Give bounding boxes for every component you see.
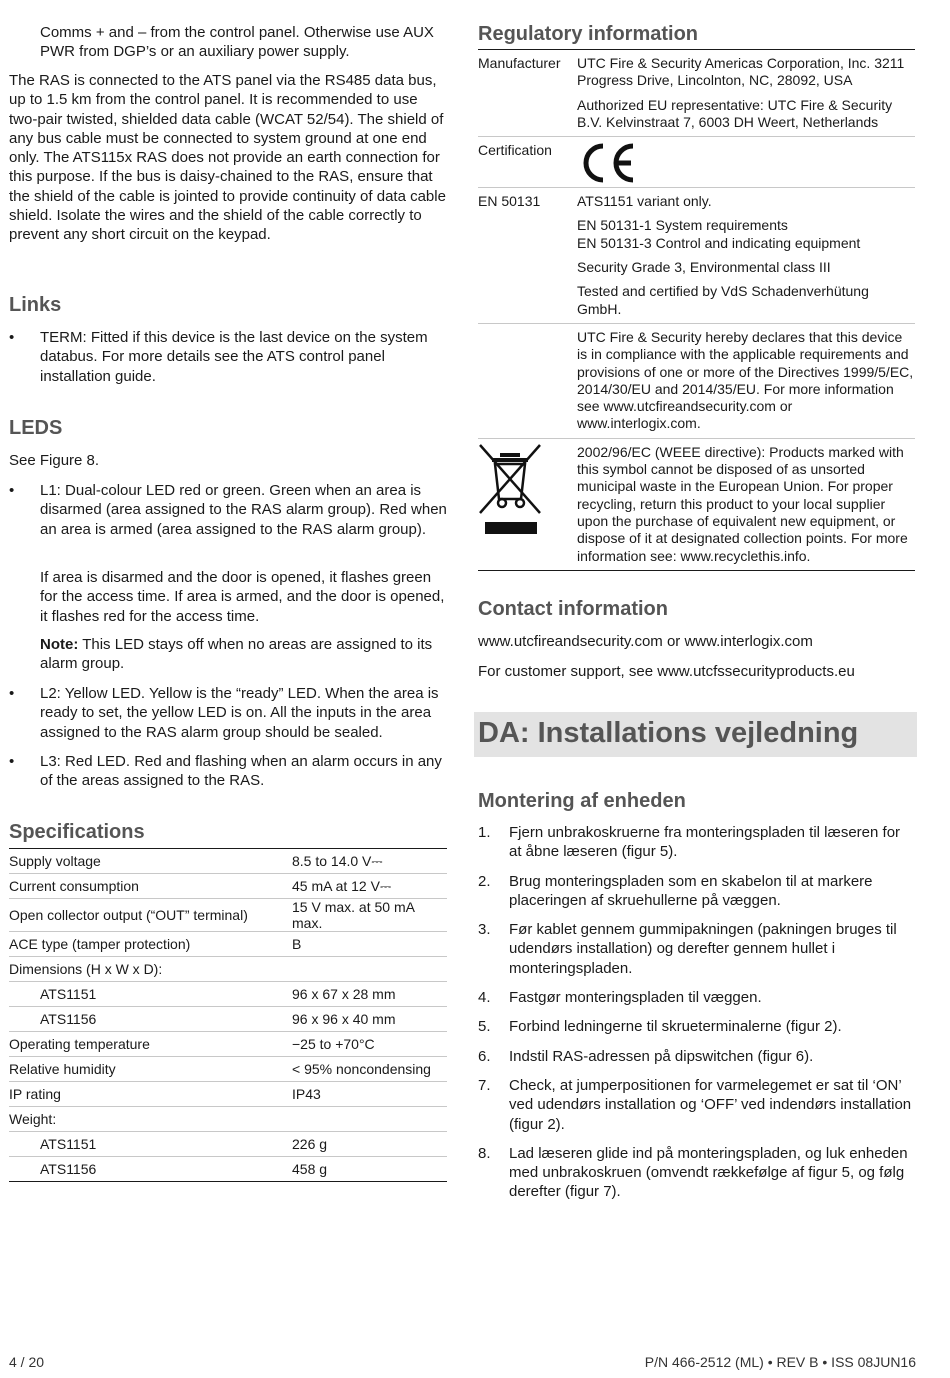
- declaration-text: UTC Fire & Security hereby declares that this device is in compliance with the applicable requirements and provisions of one or more of the Directives 1999/5/EC, 2014/30/EU and 2014/35/EU. For more information see www.utcfireandsecurity.com or www.interlogix.com.: [577, 328, 914, 432]
- certification-label: Certification: [478, 142, 552, 159]
- spec-value: 96 x 96 x 40 mm: [292, 1007, 447, 1032]
- danish-section-banner: [474, 712, 917, 757]
- spec-value: 96 x 67 x 28 mm: [292, 982, 447, 1007]
- specifications-heading: Specifications: [9, 821, 145, 843]
- table-row: [9, 899, 447, 932]
- en50131-grade: Security Grade 3, Environmental class III: [577, 259, 831, 276]
- contact-support: For customer support, see www.utcfssecurityproducts.eu: [478, 663, 855, 680]
- list-item: [478, 920, 915, 978]
- step-number: 2.: [478, 872, 491, 890]
- danish-section-title: DA: Installations vejledning: [478, 717, 859, 749]
- spec-key: Current consumption: [9, 874, 292, 899]
- list-item: [478, 1144, 915, 1202]
- ras-connection-paragraph: The RAS is connected to the ATS panel via the RS485 data bus, up to 1.5 km from the control panel. It is recommended to use two-pair twisted, shielded data cable (WCAT 52/54). The shield of any bus cable must be connected to system ground at one end only. The ATS115x RAS does not provide an earth connection for this purpose. If the bus is daisy-chained to the RAS, ensure that the shield of the cable is jointed to provide continuity of data cable shield. Isolate the wires and the shield of the cable correctly to prevent any short circuit on the keypad.: [9, 72, 446, 244]
- spec-key: Relative humidity: [9, 1057, 292, 1082]
- part-number: P/N 466-2512 (ML) • REV B • ISS 08JUN16: [644, 1354, 916, 1370]
- spec-key: Operating temperature: [9, 1032, 292, 1057]
- certification-value: [577, 142, 915, 188]
- mounting-heading: Montering af enheden: [478, 790, 686, 812]
- table-row: [9, 1032, 447, 1057]
- weee-text: 2002/96/EC (WEEE directive): Products marked with this symbol cannot be disposed of as unsorted municipal waste in the European Union. For proper recycling, return this product to your local supplier upon the purchase of equivalent new equipment, or dispose of it at designated collection points. For more information see: www.recyclethis.info.: [577, 443, 908, 564]
- list-item: [478, 1017, 915, 1036]
- spec-key: Weight:: [9, 1107, 292, 1132]
- spec-value: < 95% noncondensing: [292, 1057, 447, 1082]
- mounting-steps-list: [478, 823, 915, 1202]
- spec-key: ACE type (tamper protection): [9, 932, 292, 957]
- links-bullet: [9, 328, 447, 386]
- contact-websites: www.utcfireandsecurity.com or www.interlogix.com: [478, 633, 813, 650]
- led1-bullet: [9, 481, 447, 539]
- spec-key: ATS1151: [9, 1132, 292, 1157]
- step-text: Før kablet gennem gummipakningen (pakningen bruges til udendørs installation) og derefter gennem hullet i monteringspladen.: [509, 921, 897, 977]
- links-term-text: TERM: Fitted if this device is the last device on the system databus. For more details see the ATS control panel installation guide.: [40, 329, 428, 385]
- contact-heading: Contact information: [478, 598, 668, 620]
- note-text: This LED stays off when no areas are assigned to its alarm group.: [40, 636, 433, 673]
- spec-value: B: [292, 932, 447, 957]
- leds-heading: LEDS: [9, 417, 63, 439]
- table-row: [478, 439, 915, 571]
- spec-key: Open collector output (“OUT” terminal): [9, 899, 292, 932]
- led1-note: [9, 635, 447, 674]
- step-number: 8.: [478, 1144, 491, 1162]
- regulatory-heading: Regulatory information: [478, 23, 699, 45]
- en50131-label: EN 50131: [478, 193, 541, 210]
- table-row: [9, 932, 447, 957]
- table-row: [478, 188, 915, 324]
- spec-key: Dimensions (H x W x D):: [9, 957, 292, 982]
- table-row: [478, 324, 915, 439]
- links-heading: Links: [9, 294, 62, 316]
- step-number: 3.: [478, 921, 491, 939]
- eu-representative: Authorized EU representative: UTC Fire & Security B.V. Kelvinstraat 7, 6003 DH Weert, Netherlands: [577, 96, 893, 130]
- table-row: [9, 1132, 447, 1157]
- spec-value: IP43: [292, 1082, 447, 1107]
- spec-value: 15 V max. at 50 mA max.: [292, 899, 447, 932]
- step-number: 5.: [478, 1018, 491, 1036]
- step-text: Check, at jumperpositionen for varmelegemet er sat til ‘ON’ ved udendørs installation og ‘OFF’ ved indendørs installation (figur 2).: [509, 1076, 912, 1133]
- spec-key: ATS1156: [9, 1007, 292, 1032]
- list-item: [478, 823, 915, 862]
- spec-value: [292, 1107, 447, 1132]
- table-row: [9, 874, 447, 899]
- step-number: 1.: [478, 824, 491, 841]
- en50131-tested: Tested and certified by VdS Schadenverhütung GmbH.: [577, 283, 869, 317]
- crossed-bin-icon: [478, 443, 544, 535]
- spec-value: 45 mA at 12 V⎓: [292, 874, 447, 899]
- step-text: Fastgør monteringspladen til væggen.: [509, 989, 762, 1007]
- manufacturer-value: [577, 55, 915, 131]
- step-number: 7.: [478, 1076, 491, 1094]
- bullet-icon: •: [9, 685, 15, 702]
- en50131-value: [577, 193, 915, 318]
- table-row: [9, 1057, 447, 1082]
- page-number: 4 / 20: [9, 1354, 45, 1370]
- en50131-1: EN 50131-1 System requirements: [577, 217, 788, 234]
- bullet-icon: •: [9, 329, 15, 346]
- list-item: [478, 1047, 915, 1066]
- en50131-standards: [577, 217, 915, 252]
- spec-value: 8.5 to 14.0 V⎓: [292, 849, 447, 874]
- step-text: Forbind ledningerne til skrueterminalerne (figur 2).: [509, 1018, 842, 1036]
- specifications-table: [9, 848, 447, 1182]
- led2-bullet: [9, 684, 447, 742]
- spec-value: −25 to +70°C: [292, 1032, 447, 1057]
- manufacturer-label: Manufacturer: [478, 55, 561, 71]
- led3-text: L3: Red LED. Red and flashing when an alarm occurs in any of the areas assigned to the RAS.: [40, 753, 442, 790]
- step-number: 4.: [478, 989, 491, 1007]
- list-item: [478, 1076, 915, 1134]
- note-label: Note:: [40, 636, 79, 653]
- ce-mark-icon: [577, 142, 637, 184]
- list-item: [478, 988, 915, 1007]
- table-row: [9, 1107, 447, 1132]
- led1-text: L1: Dual-colour LED red or green. Green when an area is disarmed (area assigned to the RAS alarm group). Red when an area is armed (area assigned to the RAS alarm group).: [40, 482, 447, 538]
- step-text: Fjern unbrakoskruerne fra monteringspladen til læseren for at åbne læseren (figur 5).: [509, 824, 901, 861]
- intro-continuation: Comms + and – from the control panel. Otherwise use AUX PWR from DGP’s or an auxiliary power supply.: [40, 24, 434, 61]
- spec-key: ATS1156: [9, 1157, 292, 1182]
- spec-value: 458 g: [292, 1157, 447, 1182]
- table-row: [9, 982, 447, 1007]
- table-row: [478, 49, 915, 137]
- en50131-3: EN 50131-3 Control and indicating equipment: [577, 234, 861, 251]
- led1-detail: If area is disarmed and the door is opened, it flashes green for the access time. If area is armed, and the door is opened, it flashes red for the access time.: [40, 569, 445, 625]
- step-text: Lad læseren glide ind på monteringspladen, og luk enheden med unbrakoskruen (omvendt rækkefølge af figur 5, og følg derefter (figur 7).: [509, 1144, 908, 1201]
- spec-key: ATS1151: [9, 982, 292, 1007]
- regulatory-table: [478, 49, 915, 571]
- table-row: [9, 849, 447, 874]
- led2-text: L2: Yellow LED. Yellow is the “ready” LED. When the area is ready to set, the yellow LED is on. All the inputs in the area assigned to the RAS alarm group should be sealed.: [40, 685, 439, 741]
- step-text: Indstil RAS-adressen på dipswitchen (figur 6).: [509, 1047, 814, 1065]
- step-text: Brug monteringspladen som en skabelon til at markere placeringen af skruehullerne på væggen.: [509, 872, 873, 909]
- table-row: [478, 137, 915, 188]
- spec-value: [292, 957, 447, 982]
- bullet-icon: •: [9, 482, 15, 499]
- step-number: 6.: [478, 1047, 491, 1065]
- list-item: [478, 872, 915, 911]
- leds-see-figure: See Figure 8.: [9, 452, 100, 469]
- spec-key: Supply voltage: [9, 849, 292, 874]
- spec-key: IP rating: [9, 1082, 292, 1107]
- spec-value: 226 g: [292, 1132, 447, 1157]
- table-row: [9, 1082, 447, 1107]
- manufacturer-address: UTC Fire & Security Americas Corporation, Inc. 3211 Progress Drive, Lincolnton, NC, 28092, USA: [577, 55, 905, 89]
- table-row: [9, 1007, 447, 1032]
- table-row: [9, 957, 447, 982]
- bullet-icon: •: [9, 753, 15, 770]
- en50131-variant: ATS1151 variant only.: [577, 193, 712, 210]
- led3-bullet: [9, 752, 447, 791]
- table-row: [9, 1157, 447, 1182]
- weee-symbol: [478, 443, 573, 539]
